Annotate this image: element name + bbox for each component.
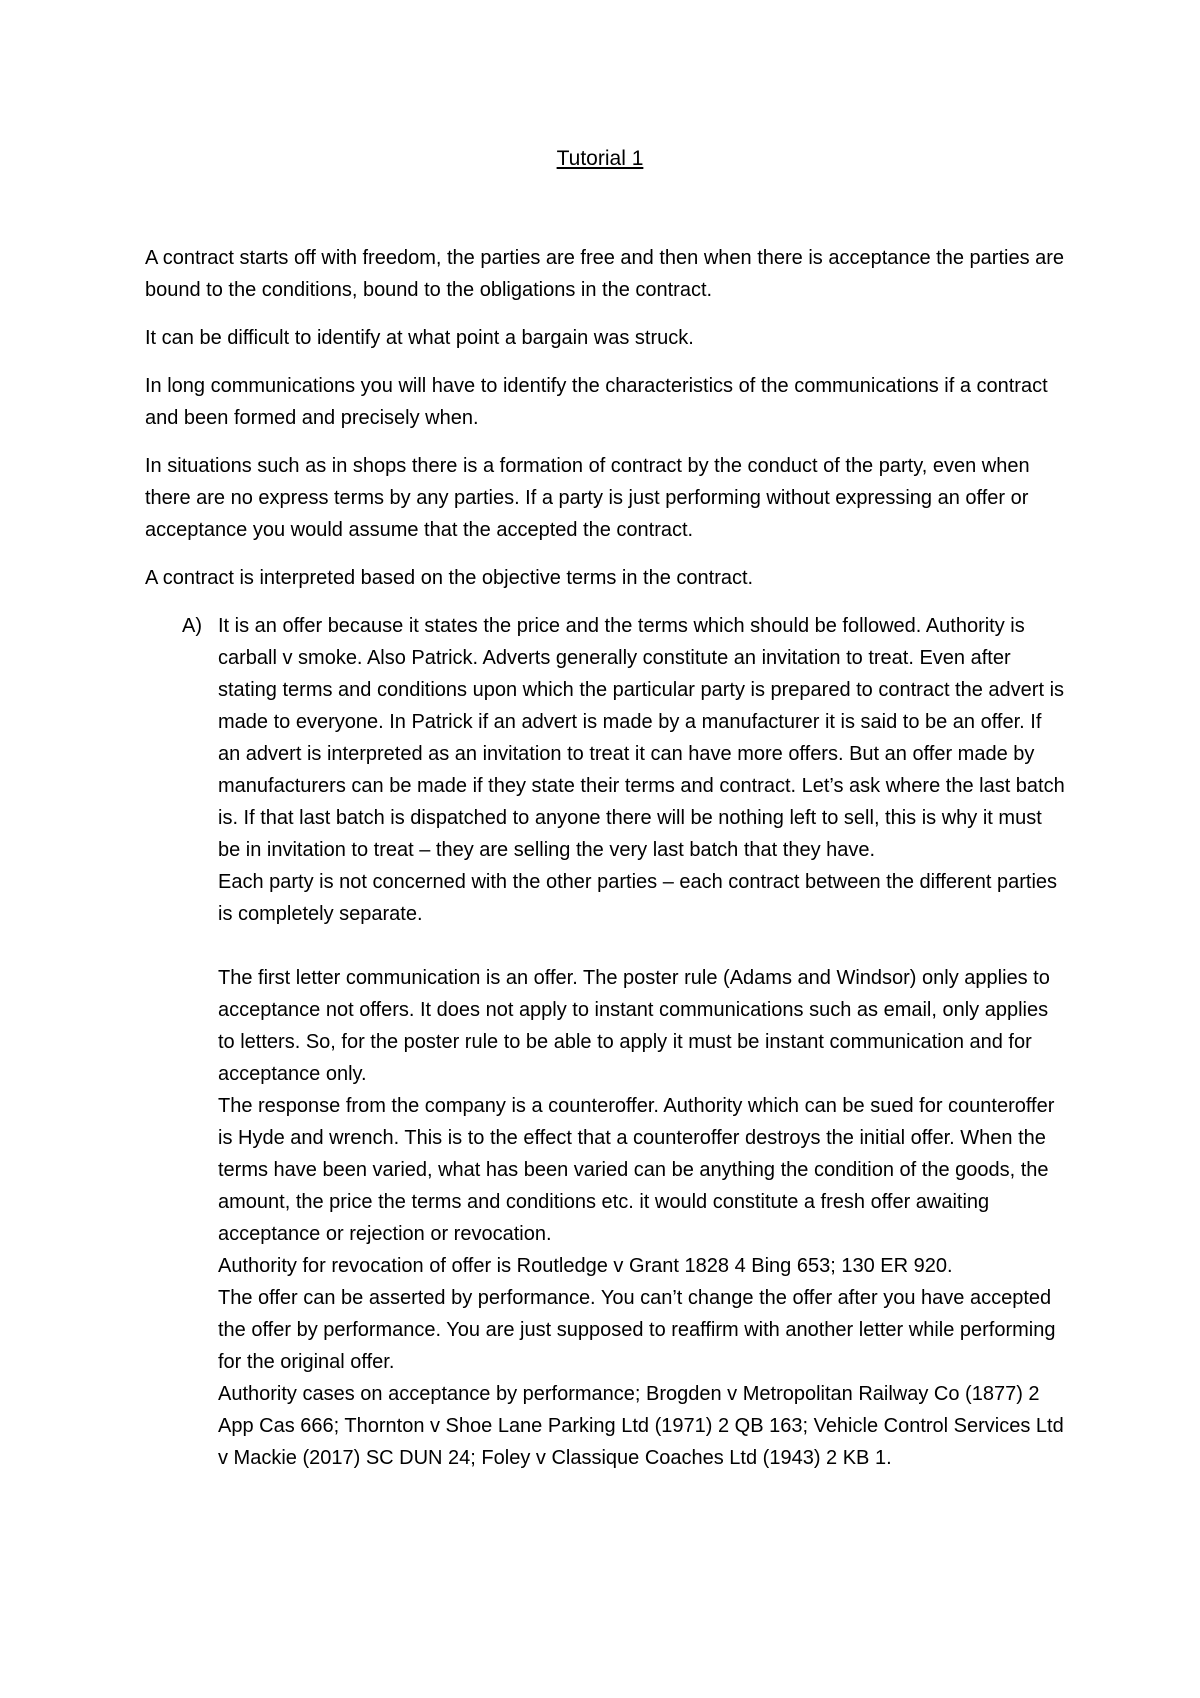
page-title: Tutorial 1 [556, 147, 644, 170]
list-marker: A) [182, 615, 202, 637]
list-item-a [145, 610, 1065, 1474]
list-item-paragraph-2: Each party is not concerned with the other parties – each contract between the different parties is completely separate. [218, 871, 1058, 925]
paragraph-4: In situations such as in shops there is a formation of contract by the conduct of the party, even when there are no express terms by any parties. If a party is just performing without expressing an offer or acceptance you would assume that the accepted the contract. [145, 455, 1030, 541]
paragraph-2: It can be difficult to identify at what point a bargain was struck. [145, 327, 694, 349]
paragraph-1: A contract starts off with freedom, the parties are free and then when there is acceptance the parties are bound to the conditions, bound to the obligations in the contract. [145, 247, 1065, 301]
answer-list [145, 610, 1065, 1474]
list-item-paragraph-6: The offer can be asserted by performance. You can’t change the offer after you have accepted the offer by performance. You are just supposed to reaffirm with another letter while performing for the original offer. [218, 1287, 1056, 1373]
document-body [145, 242, 1065, 1474]
list-item-paragraph-3: The first letter communication is an offer. The poster rule (Adams and Windsor) only applies to acceptance not offers. It does not apply to instant communications such as email, only applies to letters. So, for the poster rule to be able to apply it must be instant communication and for acceptance only. [218, 967, 1050, 1085]
list-item-paragraph-1: It is an offer because it states the price and the terms which should be followed. Authority is carball v smoke. Also Patrick. Adverts generally constitute an invitation to treat. Even after stating terms and conditions upon which the particular party is prepared to contract the advert is made to everyone. In Patrick if an advert is made by a manufacturer it is said to be an offer. If an advert is interpreted as an invitation to treat it can have more offers. But an offer made by manufacturers can be made if they state their terms and contract. Let’s ask where the last batch is. If that last batch is dispatched to anyone there will be nothing left to sell, this is why it must be in invitation to treat – they are selling the very last batch that they have. [218, 615, 1065, 861]
blank-line [218, 930, 1065, 962]
paragraph-5: A contract is interpreted based on the objective terms in the contract. [145, 567, 754, 589]
list-item-paragraph-4: The response from the company is a counteroffer. Authority which can be sued for counteroffer is Hyde and wrench. This is to the effect that a counteroffer destroys the initial offer. When the terms have been varied, what has been varied can be anything the condition of the goods, the amount, the price the terms and conditions etc. it would constitute a fresh offer awaiting acceptance or rejection or revocation. [218, 1095, 1055, 1245]
list-item-paragraph-7: Authority cases on acceptance by performance; Brogden v Metropolitan Railway Co (1877) 2 App Cas 666; Thornton v Shoe Lane Parking Ltd (1971) 2 QB 163; Vehicle Control Services Ltd v Mackie (2017) SC DUN 24; Foley v Classique Coaches Ltd (1943) 2 KB 1. [218, 1383, 1064, 1469]
paragraph-3: In long communications you will have to identify the characteristics of the communications if a contract and been formed and precisely when. [145, 375, 1048, 429]
list-item-paragraph-5: Authority for revocation of offer is Routledge v Grant 1828 4 Bing 653; 130 ER 920. [218, 1255, 953, 1277]
